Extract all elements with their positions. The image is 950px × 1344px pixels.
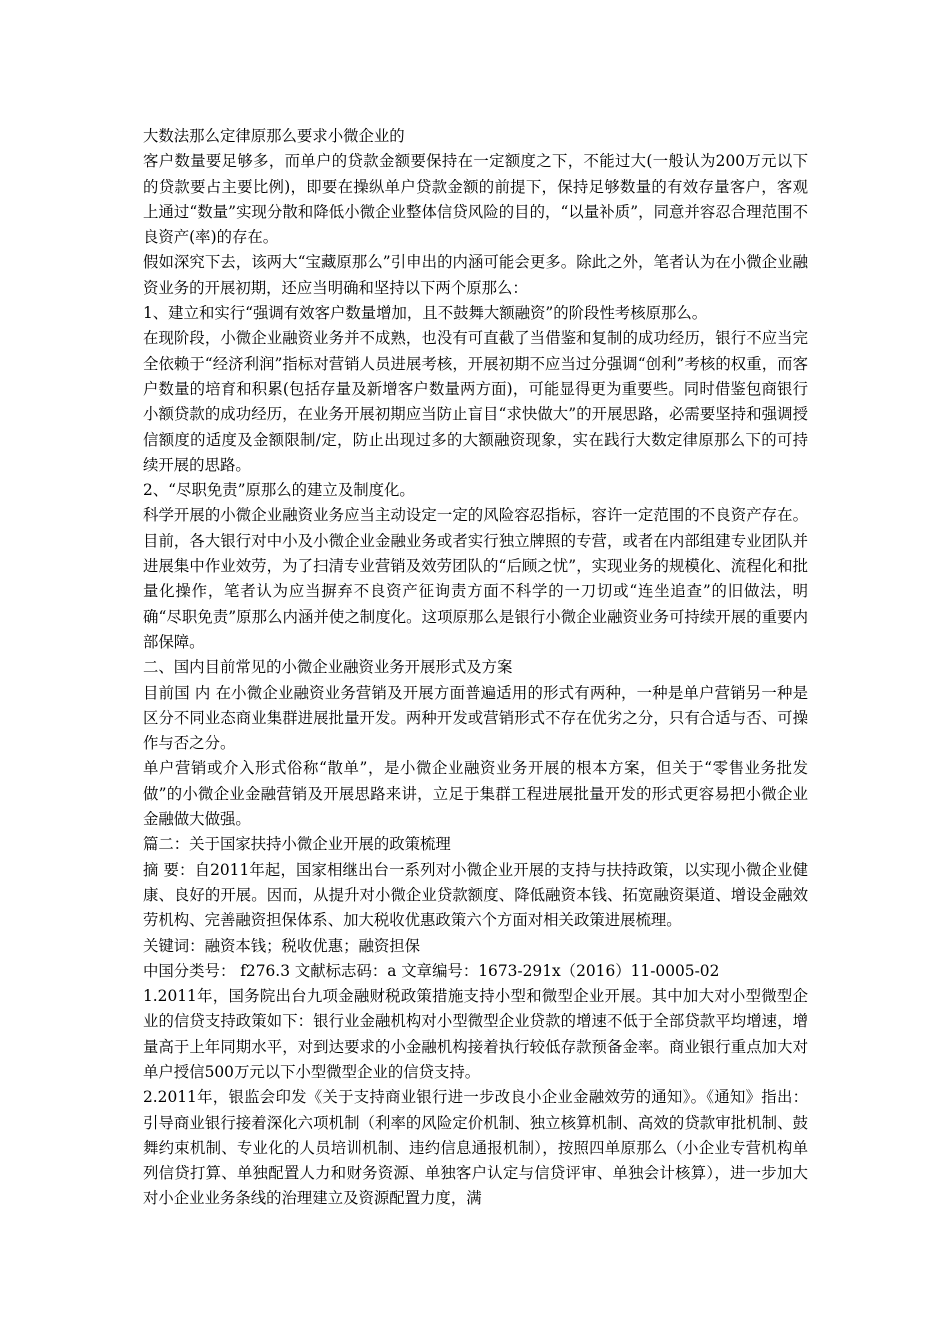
document-body — [143, 124, 808, 1212]
paragraph-principle-2-body: 科学开展的小微企业融资业务应当主动设定一定的风险容忍指标，容许一定范围的不良资产存在。目前，各大银行对中小及小微企业金融业务或者实行独立牌照的专营，或者在内部组建专业团队并进展集中作业效劳，为了扫清专业营销及效劳团队的“后顾之忧”，实现业务的规模化、流程化和批量化操作，笔者认为应当摒弃不良资产征询责方面不科学的一刀切或“连坐追查”的旧做法，明确“尽职免责”原那么内涵并使之制度化。这项原那么是银行小微企业融资业务可持续开展的重要内部保障。 — [143, 506, 808, 651]
paragraph-principle-1-body: 在现阶段，小微企业融资业务并不成熟，也没有可直截了当借鉴和复制的成功经历，银行不应当完全依赖于“经济利润”指标对营销人员进展考核，开展初期不应当过分强调“创利”考核的权重，而客户数量的培育和积累(包括存量及新增客户数量两方面)，可能显得更为重要些。同时借鉴包商银行小额贷款的成功经历，在业务开展初期应当防止盲目“求快做大”的开展思路，必需要坚持和强调授信额度的适度及金额限制/定，防止出现过多的大额融资现象，实在践行大数定律原那么下的可持续开展的思路。 — [143, 329, 808, 474]
paragraph-policy-2: 2.2011年，银监会印发《关于支持商业银行进一步改良小企业金融效劳的通知》。《通知》指出：引导商业银行接着深化六项机制（利率的风险定价机制、独立核算机制、高效的贷款审批机制、鼓舞约束机制、专业化的人员培训机制、违约信息通报机制），按照四单原那么（小企业专营机构单列信贷打算、单独配置人力和财务资源、单独客户认定与信贷评审、单独会计核算），进一步加大对小企业业务条线的治理建立及资源配置力度，满 — [143, 1088, 808, 1208]
paragraph-keywords: 关键词：融资本钱；税收优惠；融资担保 — [143, 936, 421, 955]
paragraph-single-marketing: 单户营销或介入形式俗称“散单”，是小微企业融资业务开展的根本方案，但关于“零售业务批发做”的小微企业金融营销及开展思路来讲，立足于集群工程进展批量开发的形式更容易把小微企业金融做大做强。 — [143, 759, 808, 829]
paragraph-principle-1-heading: 1、建立和实行“强调有效客户数量增加，且不鼓舞大额融资”的阶段性考核原那么。 — [143, 304, 708, 323]
paragraph-section-2-heading: 二、国内目前常见的小微企业融资业务开展形式及方案 — [143, 658, 513, 677]
paragraph-heading-law-of-large-numbers: 大数法那么定律原那么要求小微企业的 — [143, 127, 405, 145]
paragraph-part-2-title: 篇二：关于国家扶持小微企业开展的政策梳理 — [143, 835, 451, 854]
paragraph-policy-1: 1.2011年，国务院出台九项金融财税政策措施支持小型和微型企业开展。其中加大对小型微型企业的信贷支持政策如下：银行业金融机构对小型微型企业贷款的增速不低于全部贷款平均增速，增量高于上年同期水平，对到达要求的小金融机构接着执行较低存款预备金率。商业银行重点加大对单户授信500万元以下小型微型企业的信贷支持。 — [143, 987, 808, 1081]
paragraph-two-principles-intro: 假如深究下去，该两大“宝藏原那么”引申出的内涵可能会更多。除此之外，笔者认为在小微企业融资业务的开展初期，还应当明确和坚持以下两个原那么： — [143, 253, 808, 297]
paragraph-customer-quantity: 客户数量要足够多，而单户的贷款金额要保持在一定额度之下，不能过大(一般认为200万元以下的贷款要占主要比例)，即要在操纵单户贷款金额的前提下，保持足够数量的有效存量客户，客观上通过“数量”实现分散和降低小微企业整体信贷风险的目的，“以量补质”，同意并容忍合理范围不良资产(率)的存在。 — [143, 152, 808, 247]
paragraph-principle-2-heading: 2、“尽职免责”原那么的建立及制度化。 — [143, 481, 415, 500]
paragraph-two-forms: 目前国 内 在小微企业融资业务营销及开展方面普遍适用的形式有两种，一种是单户营销另一种是区分不同业态商业集群进展批量开发。两种开发或营销形式不存在优劣之分，只有合适与否、可操作与否之分。 — [143, 683, 808, 753]
paragraph-classification: 中国分类号： f276.3 文献标志码：a 文章编号：1673-291x（2016）11-0005-02 — [143, 961, 720, 980]
paragraph-abstract: 摘 要：自2011年起，国家相继出台一系列对小微企业开展的支持与扶持政策，以实现小微企业健康、良好的开展。因而，从提升对小微企业贷款额度、降低融资本钱、拓宽融资渠道、增设金融效劳机构、完善融资担保体系、加大税收优惠政策六个方面对相关政策进展梳理。 — [143, 860, 808, 930]
